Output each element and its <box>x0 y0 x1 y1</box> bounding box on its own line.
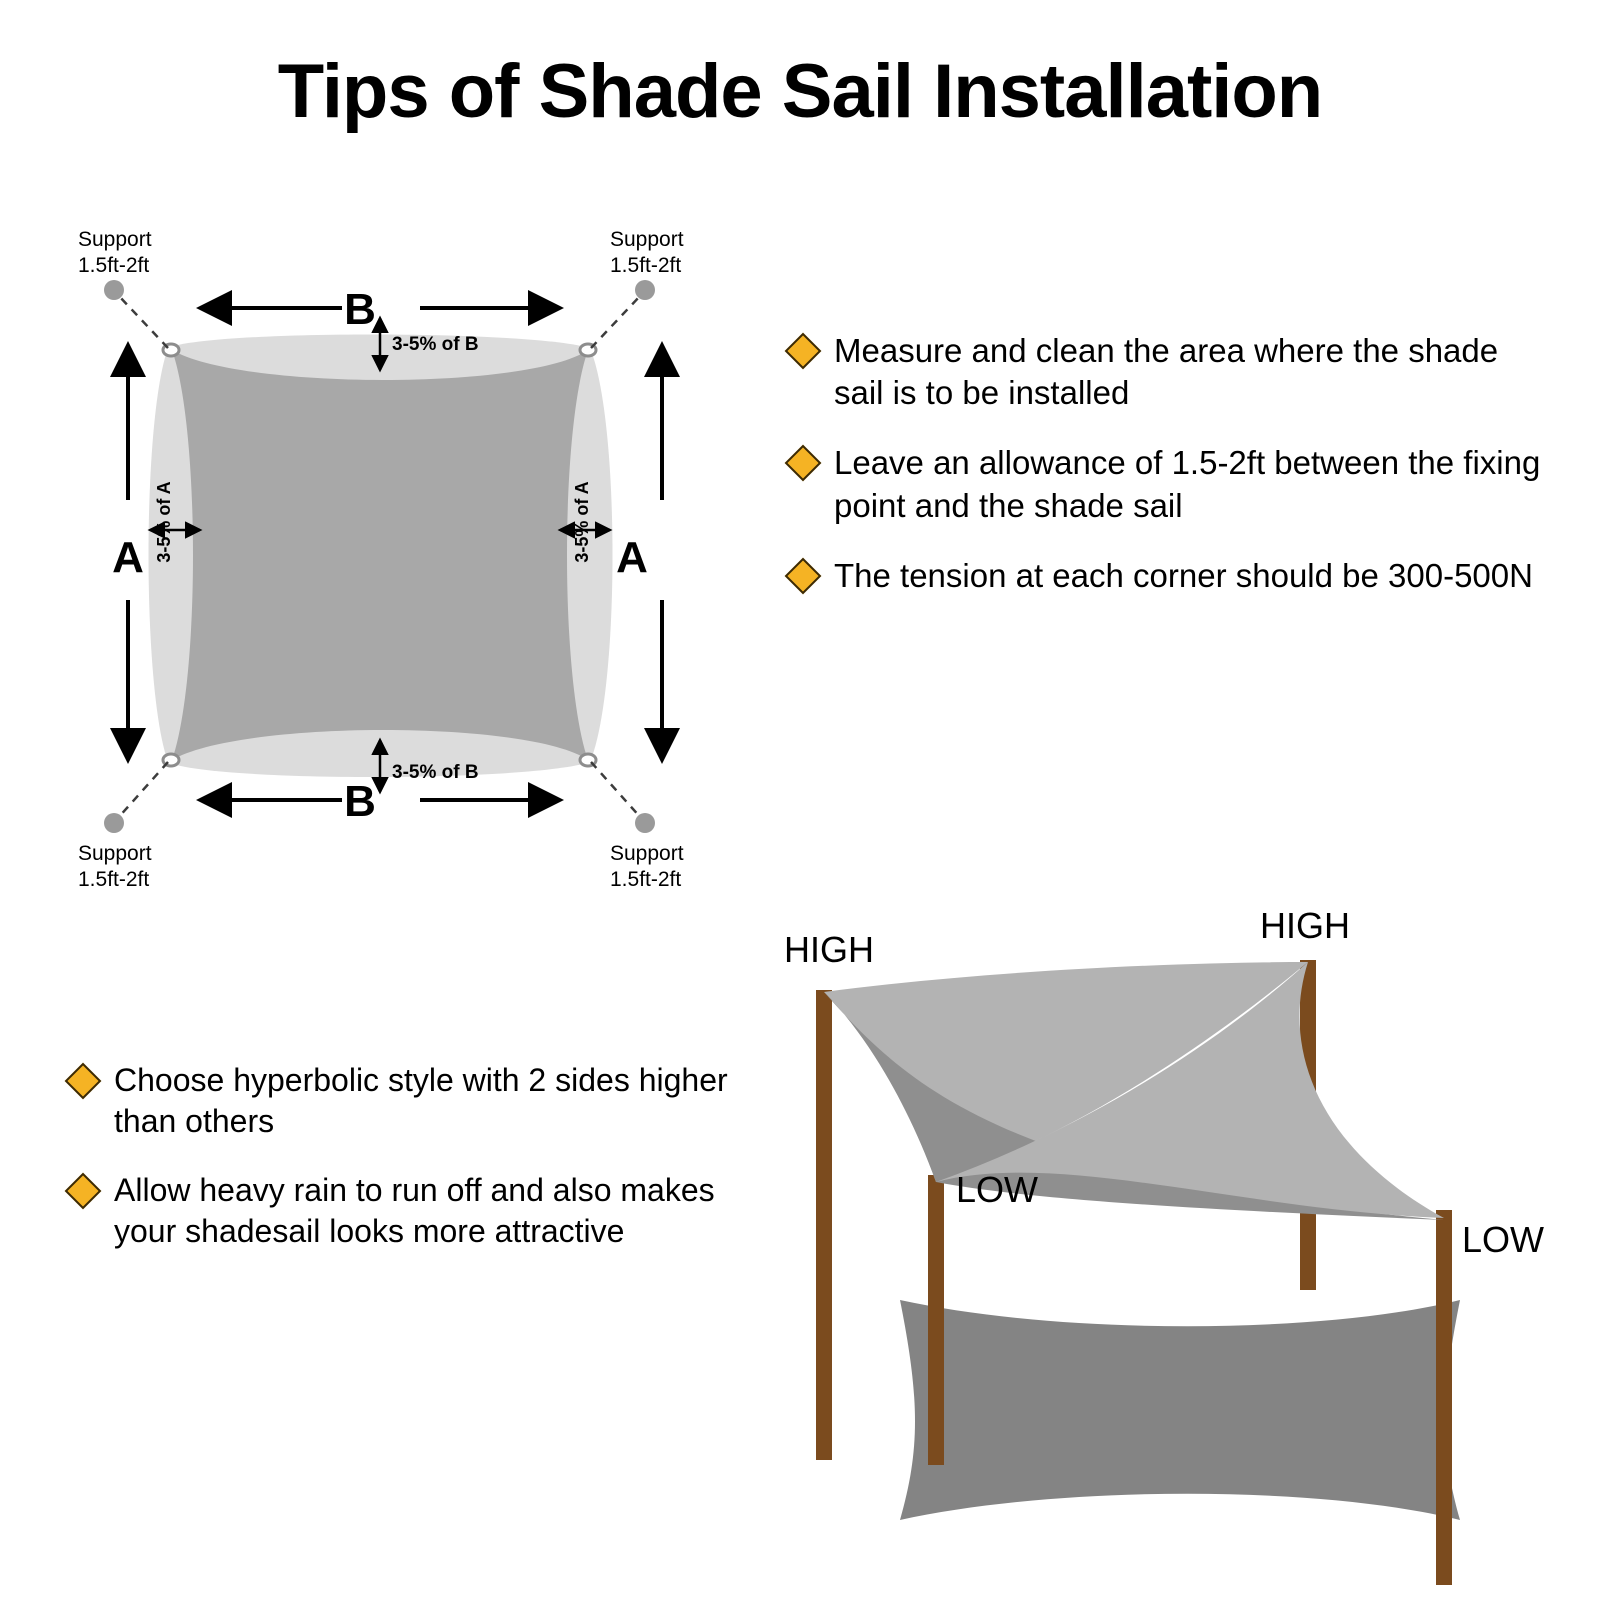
support-value-text: 1.5ft-2ft <box>610 868 682 891</box>
shade-sail-dimensions-diagram <box>60 200 780 900</box>
support-label-text: Support <box>78 228 152 251</box>
label-high-left: HIGH <box>784 929 874 970</box>
diamond-bullet-icon <box>65 1063 102 1100</box>
sag-left-a-label: 3-5% of A <box>154 481 174 563</box>
post-high-left <box>816 990 832 1460</box>
dimension-a-right <box>616 345 662 760</box>
support-value-text: 1.5ft-2ft <box>610 254 682 277</box>
support-value-text: 1.5ft-2ft <box>78 254 150 277</box>
support-label-top-right <box>610 228 684 277</box>
tip-text: Leave an allowance of 1.5-2ft between the fixing point and the shade sail <box>834 444 1541 524</box>
list-item <box>70 1170 770 1252</box>
support-label-bottom-right <box>610 842 684 891</box>
list-item <box>790 330 1550 414</box>
sag-top-b-label: 3-5% of B <box>392 334 479 355</box>
tip-text: Choose hyperbolic style with 2 sides higher than others <box>114 1062 728 1139</box>
sail-ground-shadow <box>900 1300 1460 1520</box>
tips-list-right <box>790 330 1550 625</box>
diamond-bullet-icon <box>785 445 822 482</box>
support-label-bottom-left <box>78 842 152 891</box>
list-item <box>70 1060 770 1142</box>
dimension-a-label: A <box>112 533 144 582</box>
post-low-right <box>1436 1210 1452 1585</box>
support-label-text: Support <box>610 228 684 251</box>
support-label-text: Support <box>78 842 152 865</box>
label-low-right: LOW <box>1462 1219 1545 1260</box>
list-item <box>790 555 1550 597</box>
tips-list-bottom <box>70 1060 770 1280</box>
diamond-bullet-icon <box>65 1173 102 1210</box>
tip-text: Measure and clean the area where the shade sail is to be installed <box>834 332 1499 412</box>
sag-bottom-b-label: 3-5% of B <box>392 762 479 783</box>
post-low-left <box>928 1175 944 1465</box>
dimension-b-label: B <box>344 285 376 334</box>
dimension-a-label: A <box>616 533 648 582</box>
tip-text: Allow heavy rain to run off and also makes your shadesail looks more attractive <box>114 1171 715 1249</box>
tip-text: The tension at each corner should be 300-500N <box>834 556 1533 594</box>
page-title: Tips of Shade Sail Installation <box>277 49 1323 134</box>
list-item <box>790 442 1550 526</box>
label-high-right: HIGH <box>1260 910 1350 946</box>
dimension-a-left <box>112 345 144 760</box>
support-value-text: 1.5ft-2ft <box>78 868 150 891</box>
hyperbolic-shade-sail-diagram <box>760 910 1600 1600</box>
sail-body <box>172 350 588 760</box>
diamond-bullet-icon <box>785 558 822 595</box>
diamond-bullet-icon <box>785 333 822 370</box>
support-label-top-left <box>78 228 152 277</box>
dimension-b-label: B <box>344 777 376 826</box>
support-label-text: Support <box>610 842 684 865</box>
sag-right-a-label: 3-5% of A <box>572 481 592 563</box>
label-low-left: LOW <box>956 1169 1039 1210</box>
